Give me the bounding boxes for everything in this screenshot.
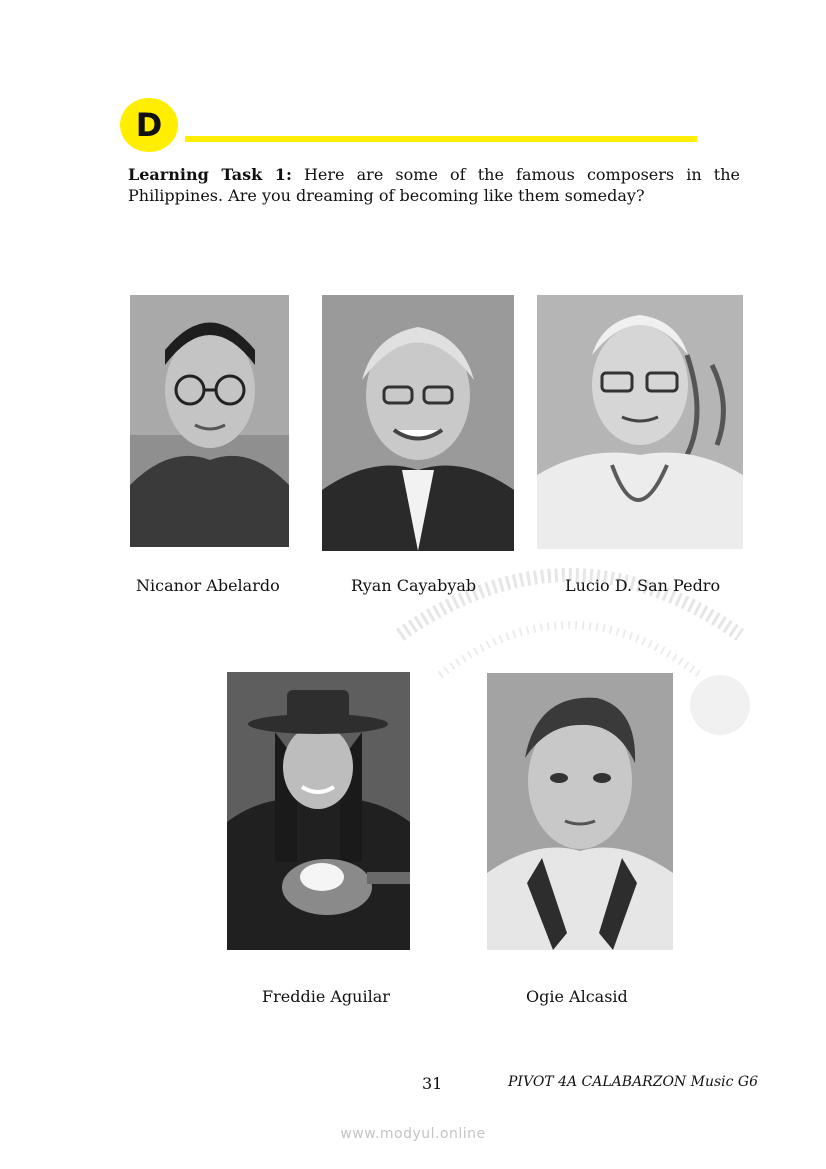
- photo-freddie-aguilar: [227, 672, 410, 950]
- task-label: Learning Task 1:: [128, 165, 292, 184]
- caption-ogie-alcasid: Ogie Alcasid: [526, 987, 628, 1006]
- footer-title: PIVOT 4A CALABARZON Music G6: [508, 1074, 759, 1090]
- photo-lucio-san-pedro: [537, 295, 743, 549]
- caption-freddie-aguilar: Freddie Aguilar: [262, 987, 390, 1006]
- photo-ryan-cayabyab: [322, 295, 514, 551]
- page-number: 31: [422, 1074, 443, 1093]
- caption-ryan-cayabyab: Ryan Cayabyab: [351, 576, 477, 595]
- section-letter: D: [135, 106, 163, 144]
- site-watermark: www.modyul.online: [340, 1126, 486, 1142]
- section-badge: [120, 98, 178, 152]
- caption-nicanor-abelardo: Nicanor Abelardo: [136, 576, 280, 595]
- section-rule: [185, 136, 697, 142]
- task-text: Here are some of the famous composers in the Philippines. Are you dreaming of becoming like them someday?: [128, 165, 741, 205]
- photo-ogie-alcasid: [487, 673, 673, 950]
- caption-lucio-san-pedro: Lucio D. San Pedro: [565, 576, 721, 595]
- learning-task-paragraph: [128, 164, 740, 206]
- photo-nicanor-abelardo: [130, 295, 289, 547]
